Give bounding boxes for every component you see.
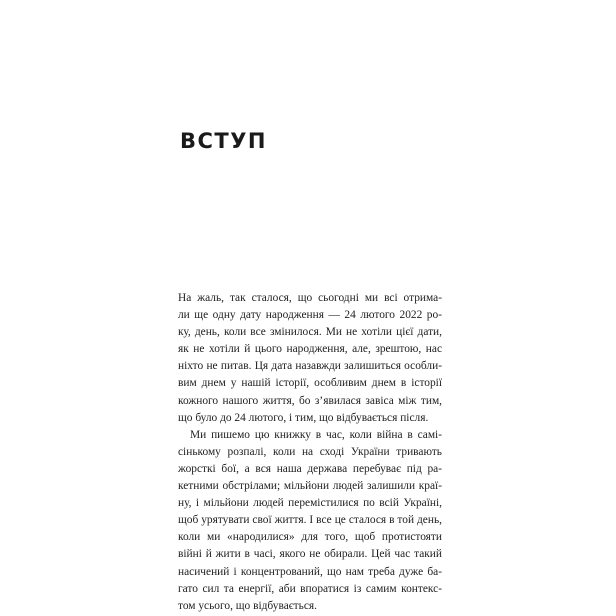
text-line: жорсткі бої, а вся наша держава перебуває під ра-	[178, 462, 442, 475]
text-line: Ми пишемо цю книжку в час, коли війна в самі-	[190, 428, 442, 441]
chapter-title: ВСТУП	[180, 129, 268, 153]
text-line: кетними обстрілами; мільйони людей залишили краї-	[178, 480, 442, 493]
text-line: як не хотіли й цього народження, але, зрештою, нас	[178, 343, 442, 356]
text-line: кожного нашого життя, бо з’явилася завіса між тим,	[178, 394, 442, 407]
text-line: сінькому розпалі, коли на сході України тривають	[178, 445, 442, 458]
text-line: ку, день, коли все змінилося. Ми не хотіли цієї дати,	[178, 326, 442, 339]
text-line: війні й жити в часі, якого не обирали. Цей час такий	[178, 548, 442, 561]
text-line: На жаль, так сталося, що сьогодні ми всі отрима-	[178, 292, 442, 304]
text-line: гато сил та енергії, аби впоратися із самим контекс-	[178, 582, 442, 595]
text-line: том усього, що відбувається.	[178, 599, 317, 612]
body-text	[178, 290, 442, 615]
text-line: коли ми «народилися» для того, щоб протистояти	[178, 531, 442, 544]
text-line: насичений і концентрований, що нам треба дуже ба-	[178, 565, 442, 578]
text-line: щоб урятувати свої життя. І все це сталося в той день,	[178, 514, 442, 527]
text-line: ли ще одну дату народження — 24 лютого 2022 ро-	[178, 309, 442, 322]
text-line: ну, і мільйони людей перемістилися по всій Україні,	[178, 497, 442, 510]
text-line: що було до 24 лютого, і тим, що відбувається після.	[178, 411, 429, 424]
text-line: ніхто не питав. Ця дата назавжди залишиться особли-	[178, 360, 442, 373]
text-line: вим днем у нашій історії, особливим днем в історії	[178, 377, 442, 390]
